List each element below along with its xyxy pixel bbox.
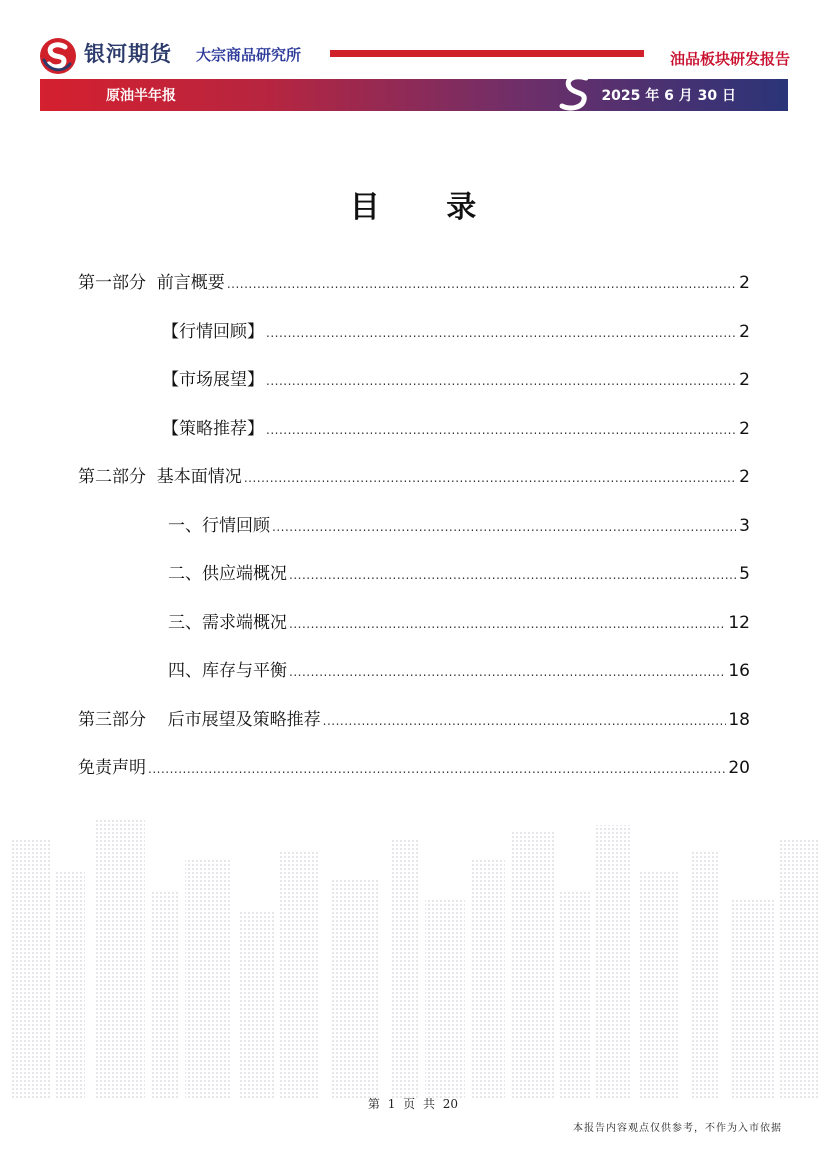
toc-leader-dots (266, 318, 736, 348)
toc-entry-page: 3 (739, 515, 750, 536)
toc-leader-dots (227, 269, 736, 299)
toc-entry-demand[interactable] (78, 608, 750, 657)
toc-leader-dots (289, 657, 726, 687)
swoosh-icon (556, 72, 596, 116)
toc-entry-label: 【策略推荐】 (162, 418, 264, 439)
institute-name: 大宗商品研究所 (196, 46, 302, 64)
toc-entry-page: 16 (728, 661, 750, 681)
report-category: 原油半年报 (106, 88, 176, 104)
toc-entry-page: 2 (739, 467, 750, 487)
toc-entry-page: 2 (739, 418, 750, 439)
page-title: 目 录 (349, 190, 505, 225)
brand-name: 银河期货 (84, 42, 172, 66)
galaxy-logo-icon (38, 36, 78, 76)
toc-entry-page: 20 (728, 758, 750, 778)
footer-disclaimer: 本报告内容观点仅供参考，不作为入市依据 (573, 1123, 782, 1134)
toc-entry-disclaimer[interactable] (78, 753, 750, 802)
toc-leader-dots (148, 754, 726, 784)
toc-entry-label: 【市场展望】 (162, 370, 264, 390)
toc-entry-part-two[interactable] (78, 462, 750, 511)
toc-entry-supply[interactable] (78, 559, 750, 608)
skyline-watermark (0, 800, 826, 1100)
toc-entry-page: 2 (739, 370, 750, 390)
toc-entry-strategy[interactable] (78, 414, 750, 463)
report-type: 油品板块研发报告 (669, 50, 790, 68)
toc-entry-market-outlook[interactable] (78, 365, 750, 414)
toc-entry-part-one[interactable] (78, 268, 750, 317)
toc-leader-dots (289, 560, 736, 590)
toc-entry-inventory[interactable] (78, 656, 750, 705)
toc-entry-review[interactable] (78, 511, 750, 560)
toc-entry-label: 【行情回顾】 (162, 321, 264, 342)
toc-entry-page: 18 (728, 709, 750, 730)
toc-entry-label: 四、库存与平衡 (168, 661, 287, 681)
toc-entry-market-review[interactable] (78, 317, 750, 366)
toc-entry-label: 三、需求端概况 (168, 612, 287, 633)
toc-entry-label: 第二部分 基本面情况 (78, 467, 242, 487)
toc-entry-page: 12 (728, 612, 750, 633)
toc-entry-label: 第一部分 前言概要 (78, 273, 225, 293)
toc-entry-page: 2 (739, 321, 750, 342)
toc-leader-dots (266, 415, 736, 445)
toc-entry-page: 5 (739, 564, 750, 584)
toc-entry-label: 第三部分 后市展望及策略推荐 (78, 709, 321, 730)
toc-leader-dots (266, 366, 736, 396)
table-of-contents (78, 268, 750, 802)
toc-entry-label: 免责声明 (78, 758, 146, 778)
toc-leader-dots (289, 609, 726, 639)
toc-leader-dots (323, 706, 727, 736)
toc-entry-label: 一、行情回顾 (168, 515, 270, 536)
toc-leader-dots (272, 512, 736, 542)
toc-entry-page: 2 (739, 273, 750, 293)
toc-entry-label: 二、供应端概况 (168, 564, 287, 584)
toc-entry-part-three[interactable] (78, 705, 750, 754)
page-number: 第 1 页 共 20 (367, 1097, 459, 1111)
toc-leader-dots (244, 463, 736, 493)
report-date: 2025 年 6 月 30 日 (601, 88, 736, 104)
header-divider (330, 50, 644, 57)
